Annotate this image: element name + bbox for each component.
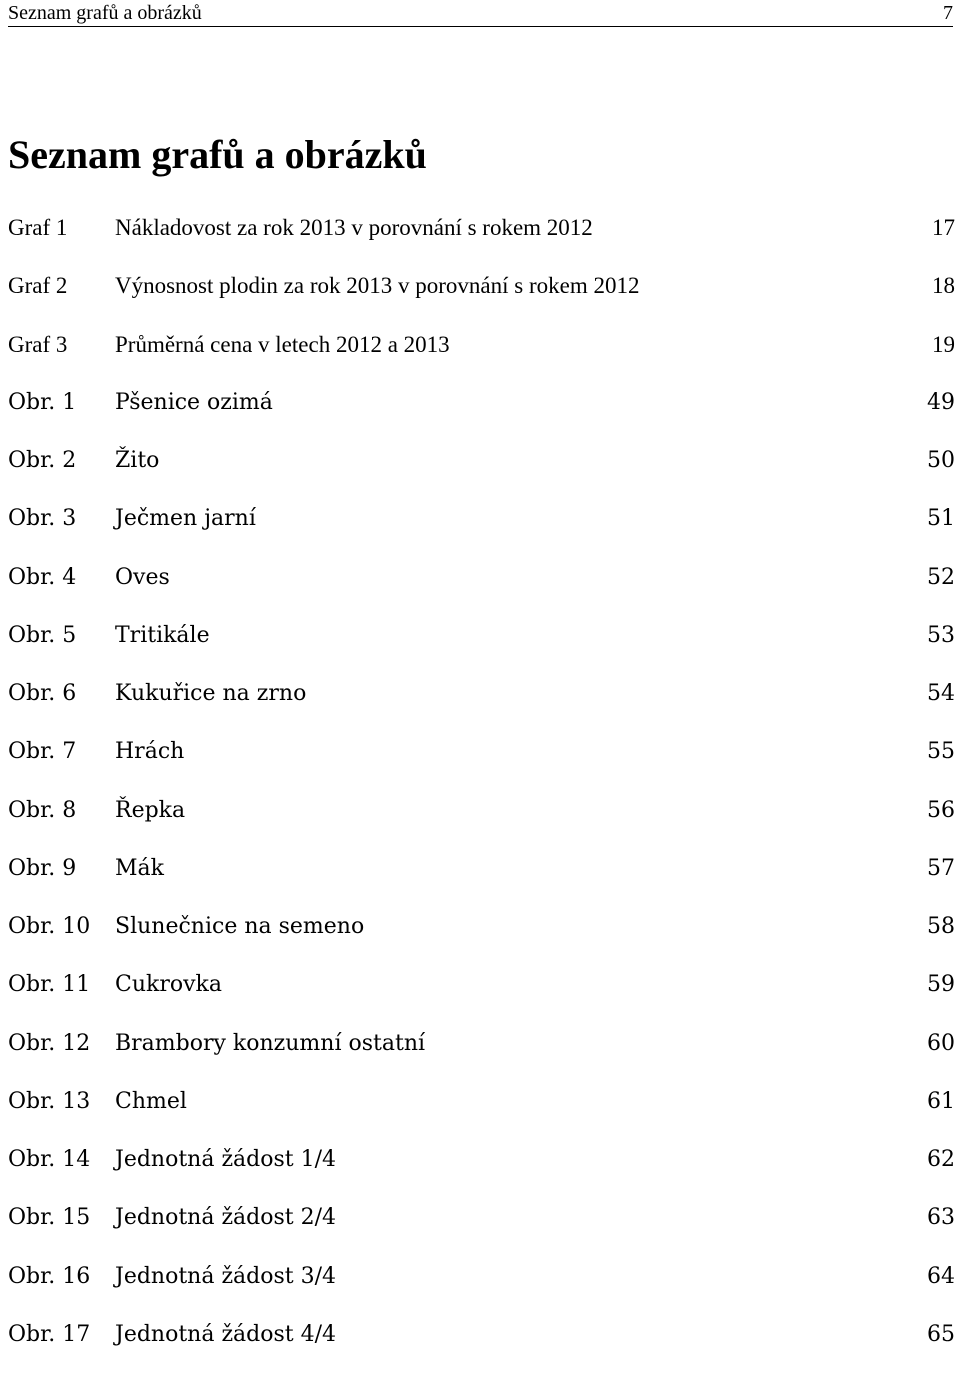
entry-title: Kukuřice na zrno — [115, 681, 307, 706]
entry-label: Graf 3 — [8, 331, 68, 357]
entry-page-number: 57 — [927, 855, 955, 881]
entry-page-number: 58 — [927, 914, 955, 939]
entry-title: Průměrná cena v letech 2012 a 2013 — [115, 331, 450, 357]
list-item[interactable] — [8, 1257, 955, 1315]
list-item[interactable] — [8, 907, 955, 965]
entry-title: Pšenice ozimá — [115, 389, 273, 415]
entry-title: Výnosnost plodin za rok 2013 v porovnání s rokem 2012 — [115, 273, 640, 299]
entry-title: Ječmen jarní — [115, 506, 256, 532]
entry-label: Obr. 12 — [8, 1030, 91, 1056]
entry-title: Oves — [115, 564, 170, 590]
entry-label: Obr. 10 — [8, 914, 91, 939]
entry-label: Obr. 13 — [8, 1088, 91, 1114]
list-item[interactable] — [8, 1315, 955, 1373]
figure-list — [8, 208, 955, 1373]
list-item[interactable] — [8, 208, 955, 266]
entry-page-number: 62 — [927, 1147, 955, 1172]
entry-title: Jednotná žádost 3/4 — [115, 1263, 337, 1289]
entry-label: Obr. 4 — [8, 564, 77, 590]
list-item[interactable] — [8, 441, 955, 499]
entry-page-number: 64 — [927, 1263, 955, 1289]
entry-title: Mák — [115, 855, 164, 881]
entry-page-number: 65 — [927, 1321, 955, 1347]
entry-title: Chmel — [115, 1088, 187, 1114]
entry-title: Řepka — [115, 797, 186, 823]
list-item[interactable] — [8, 732, 955, 790]
entry-page-number: 50 — [927, 448, 955, 473]
entry-page-number: 17 — [932, 215, 955, 240]
entry-label: Graf 1 — [8, 215, 68, 240]
running-header-page-number: 7 — [943, 2, 953, 24]
entry-label: Obr. 16 — [8, 1263, 91, 1289]
list-item[interactable] — [8, 325, 955, 383]
entry-label: Obr. 1 — [8, 389, 77, 415]
entry-title: Slunečnice na semeno — [115, 914, 365, 939]
entry-label: Obr. 9 — [8, 855, 77, 881]
list-item[interactable] — [8, 616, 955, 674]
entry-page-number: 60 — [927, 1030, 955, 1056]
entry-title: Nákladovost za rok 2013 v porovnání s rokem 2012 — [115, 215, 593, 240]
entry-page-number: 56 — [927, 797, 955, 823]
entry-title: Žito — [115, 448, 160, 473]
entry-page-number: 51 — [927, 506, 955, 532]
entry-label: Obr. 3 — [8, 506, 77, 532]
entry-title: Tritikále — [115, 622, 210, 648]
entry-title: Cukrovka — [115, 972, 222, 998]
entry-label: Obr. 15 — [8, 1205, 91, 1231]
entry-page-number: 54 — [927, 681, 955, 706]
list-item[interactable] — [8, 965, 955, 1023]
entry-title: Hrách — [115, 739, 185, 765]
list-item[interactable] — [8, 674, 955, 732]
running-header-title: Seznam grafů a obrázků — [8, 2, 202, 24]
entry-label: Obr. 7 — [8, 739, 77, 765]
entry-page-number: 52 — [927, 564, 955, 590]
entry-label: Graf 2 — [8, 273, 68, 299]
entry-label: Obr. 14 — [8, 1147, 91, 1172]
list-item[interactable] — [8, 266, 955, 324]
entry-page-number: 59 — [927, 972, 955, 998]
entry-label: Obr. 2 — [8, 448, 77, 473]
entry-title: Jednotná žádost 2/4 — [115, 1205, 337, 1231]
entry-page-number: 63 — [927, 1205, 955, 1231]
entry-page-number: 19 — [932, 331, 955, 357]
entry-page-number: 18 — [932, 273, 955, 299]
entry-title: Jednotná žádost 1/4 — [115, 1147, 337, 1172]
entry-page-number: 49 — [927, 389, 955, 415]
list-item[interactable] — [8, 383, 955, 441]
entry-label: Obr. 17 — [8, 1321, 91, 1347]
entry-title: Brambory konzumní ostatní — [115, 1030, 426, 1056]
entry-title: Jednotná žádost 4/4 — [115, 1321, 337, 1347]
list-item[interactable] — [8, 791, 955, 849]
list-item[interactable] — [8, 1082, 955, 1140]
entry-page-number: 53 — [927, 622, 955, 648]
entry-page-number: 61 — [927, 1088, 955, 1114]
list-item[interactable] — [8, 499, 955, 557]
list-item[interactable] — [8, 558, 955, 616]
list-item[interactable] — [8, 1140, 955, 1198]
entry-label: Obr. 6 — [8, 681, 77, 706]
list-item[interactable] — [8, 849, 955, 907]
list-item[interactable] — [8, 1024, 955, 1082]
page-title: Seznam grafů a obrázků — [8, 132, 427, 177]
entry-label: Obr. 8 — [8, 797, 77, 823]
running-header — [8, 0, 953, 27]
entry-page-number: 55 — [927, 739, 955, 765]
entry-label: Obr. 11 — [8, 972, 91, 998]
list-item[interactable] — [8, 1198, 955, 1256]
entry-label: Obr. 5 — [8, 622, 77, 648]
